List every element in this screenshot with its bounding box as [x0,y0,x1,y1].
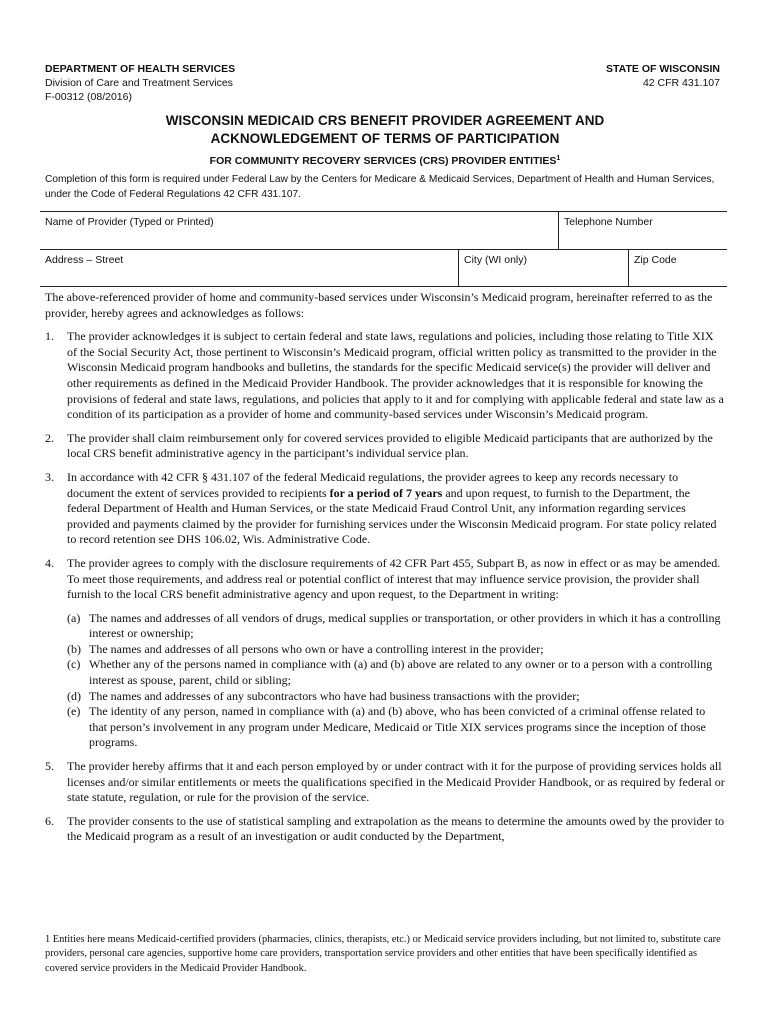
division-name: Division of Care and Treatment Services [45,77,233,89]
cfr-reference: 42 CFR 431.107 [642,77,720,89]
provider-name-field[interactable] [40,212,558,249]
item-number: 3. [45,469,54,484]
item-text: The provider hereby affirms that it and each person employed by or under contract with it for the purpose of providing services holds all licenses and/or similar entitlements or meets the qualifications specified in the Medicaid Provider Handbook, or as required by federal or state statute, regulation, or rule for the provision of the service. [67,759,725,805]
agreement-item-6 [45,814,725,845]
disclosure-item-a [67,611,725,642]
form-row-name-phone [40,211,727,249]
item-number: 6. [45,813,54,828]
item-text [67,470,716,546]
sub-item-letter: (a) [67,610,81,625]
address-field[interactable] [40,250,458,286]
provider-name-label: Name of Provider (Typed or Printed) [45,216,214,228]
footnote-marker: 1 [556,155,561,162]
sub-item-text: The names and addresses of all persons who own or have a controlling interest in the provider; [89,641,544,656]
item-text: The provider acknowledges it is subject to certain federal and state laws, regulations and policies, including those relating to Title XIX of the Social Security Act, those pertinent to Wisconsin’s Medicaid program, official written policy as transmitted to the provider in the Wisconsin Medicaid program handbooks and bulletins, the standards for the specific Medicaid service(s) the provider will deliver and other requirements as defined in the Medicaid Provider Handbook. The provider acknowledges that it is responsible for knowing the provisions of federal and state laws, regulations, and policies that apply to it and for complying with applicable federal and state law as a condition of its participation as a provider of home and community-based services under Wisconsin’s Medicaid program. [67,329,724,422]
sub-item-text: Whether any of the persons named in compliance with (a) and (b) above are related to any owner or to a person with a controlling interest as spouse, parent, child or sibling; [89,657,713,688]
item-text-after: and upon request, to furnish to the Department, the federal Department of Health and Human Services, or the state Medicaid Fraud Control Unit, any information regarding services provided and payments claimed by the provider for furnishing services under the Wisconsin Medicaid program. For state policy related to record retention see DHS 106.02, Wis. Administrative Code. [67,485,717,547]
sub-item-letter: (c) [67,657,81,672]
item-text: The provider agrees to comply with the disclosure requirements of 42 CFR Part 455, Subpart B, as now in effect or as may be amended. To meet those requirements, and address real or potential conflict of interest that may influence service provision, the provider shall furnish to the local CRS benefit administrative agency and upon request, to the Department in writing: [67,555,721,602]
sub-item-letter: (b) [67,641,81,656]
disclosure-item-c [67,657,725,688]
disclosure-list [67,611,725,751]
retention-period: for a period of 7 years [329,485,443,500]
item-text: The provider consents to the use of statistical sampling and extrapolation as the means to determine the amounts owed by the provider to the Medicaid program as a result of an investigation or audit conducted by the Department, [67,813,725,844]
agreement-item-2 [45,431,725,462]
header-right [606,62,720,90]
form-header [45,62,720,108]
intro-paragraph: Completion of this form is required under Federal Law by the Centers for Medicare & Medicaid Services, Department of Health and Human Services, under the Code of Federal Regulations 42 CFR 431.107. [45,174,715,200]
agreement-item-5 [45,759,725,806]
provider-info-table [40,211,727,287]
title-line-1: WISCONSIN MEDICAID CRS BENEFIT PROVIDER AGREEMENT AND [165,113,605,128]
disclosure-item-b [67,642,725,658]
document-title [45,112,725,148]
footnote: 1 Entities here means Medicaid-certified providers (pharmacies, clinics, therapists, etc.) or Medicaid service providers including, but not limited to, substitute care providers, personal care agencies, supportive home care providers, transportation service providers and other entities that have been specifically identified as covered service providers in the Medicaid Provider Handbook. [45,934,721,974]
form-row-address [40,249,727,287]
sub-item-letter: (e) [67,704,81,719]
zip-field[interactable] [628,250,727,286]
sub-item-text: The identity of any person, named in compliance with (a) and (b) above, who has been convicted of a criminal offense related to that person’s involvement in any program under Medicare, Medicaid or Title XIX services programs since the inception of those programs. [89,704,706,750]
city-field[interactable] [458,250,628,286]
subtitle-text: FOR COMMUNITY RECOVERY SERVICES (CRS) PROVIDER ENTITIES [209,155,557,167]
sub-item-text: The names and addresses of all vendors of drugs, medical supplies or transportation, or other providers in which it has a controlling interest or ownership; [89,610,721,641]
city-label: City (WI only) [464,254,527,266]
agreement-item-4 [45,556,725,751]
agreement-item-1 [45,329,725,423]
item-text: The provider shall claim reimbursement only for covered services provided to eligible Medicaid participants that are authorized by the local CRS benefit administrative agency in the participant’s individual service plan. [67,430,713,461]
agreement-body [45,290,725,853]
item-number: 5. [45,759,54,774]
lead-paragraph: The above-referenced provider of home and community-based services under Wisconsin’s Medicaid program, hereinafter referred to as the provider, hereby agrees and acknowledges as follows: [45,290,713,320]
document-subtitle [45,152,725,168]
zip-label: Zip Code [634,254,677,266]
telephone-field[interactable] [558,212,727,249]
title-line-2: ACKNOWLEDGEMENT OF TERMS OF PARTICIPATION [210,131,560,146]
item-number: 4. [45,555,54,570]
form-number: F-00312 (08/2016) [45,91,132,103]
item-number: 2. [45,430,54,445]
department-name: DEPARTMENT OF HEALTH SERVICES [45,63,236,75]
state-name: STATE OF WISCONSIN [606,63,720,75]
disclosure-item-d [67,689,725,705]
telephone-label: Telephone Number [564,216,653,228]
header-left [45,62,235,104]
item-number: 1. [45,329,54,344]
disclosure-item-e [67,704,725,751]
sub-item-letter: (d) [67,688,81,703]
address-label: Address – Street [45,254,124,266]
agreement-item-3 [45,470,725,548]
sub-item-text: The names and addresses of any subcontractors who have had business transactions with the provider; [89,688,580,703]
item-text-before: In accordance with 42 CFR § 431.107 of the federal Medicaid regulations, the provider agrees to keep any records necessary to document the extent of services provided to recipients [67,469,679,500]
